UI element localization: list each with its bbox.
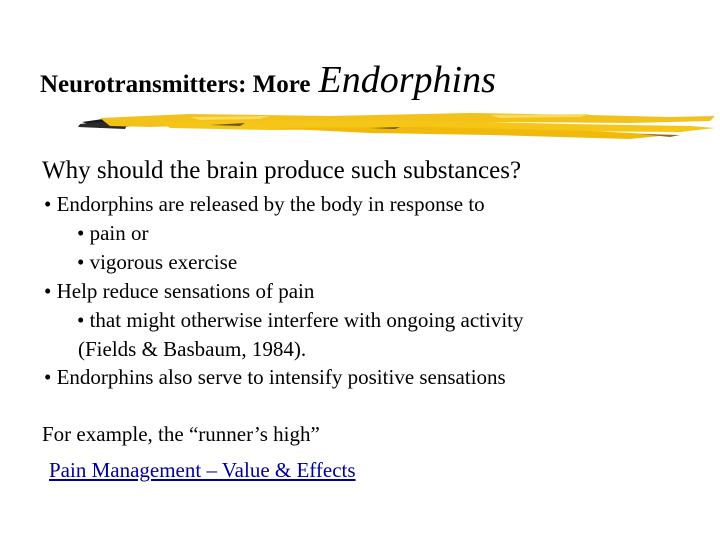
title-bold-text: Neurotransmitters: More: [40, 71, 311, 98]
bullet-reduce-pain: • Help reduce sensations of pain: [44, 279, 315, 303]
title-italic-text: Endorphins: [318, 59, 496, 101]
slide-title: [40, 58, 496, 102]
example-text: For example, the “runner’s high”: [42, 422, 320, 446]
citation-text: (Fields & Basbaum, 1984).: [78, 337, 307, 361]
pain-management-link[interactable]: Pain Management – Value & Effects: [49, 458, 356, 482]
decorative-brush-stripe: [70, 104, 720, 142]
bullet-pain: • pain or: [77, 221, 149, 245]
slide-question: Why should the brain produce such substances?: [42, 157, 522, 184]
bullet-endorphins-released: • Endorphins are released by the body in response to: [44, 192, 485, 216]
bullet-intensify: • Endorphins also serve to intensify positive sensations: [44, 365, 506, 389]
bullet-exercise: • vigorous exercise: [77, 250, 238, 274]
bullet-interfere: • that might otherwise interfere with ongoing activity: [77, 308, 524, 332]
